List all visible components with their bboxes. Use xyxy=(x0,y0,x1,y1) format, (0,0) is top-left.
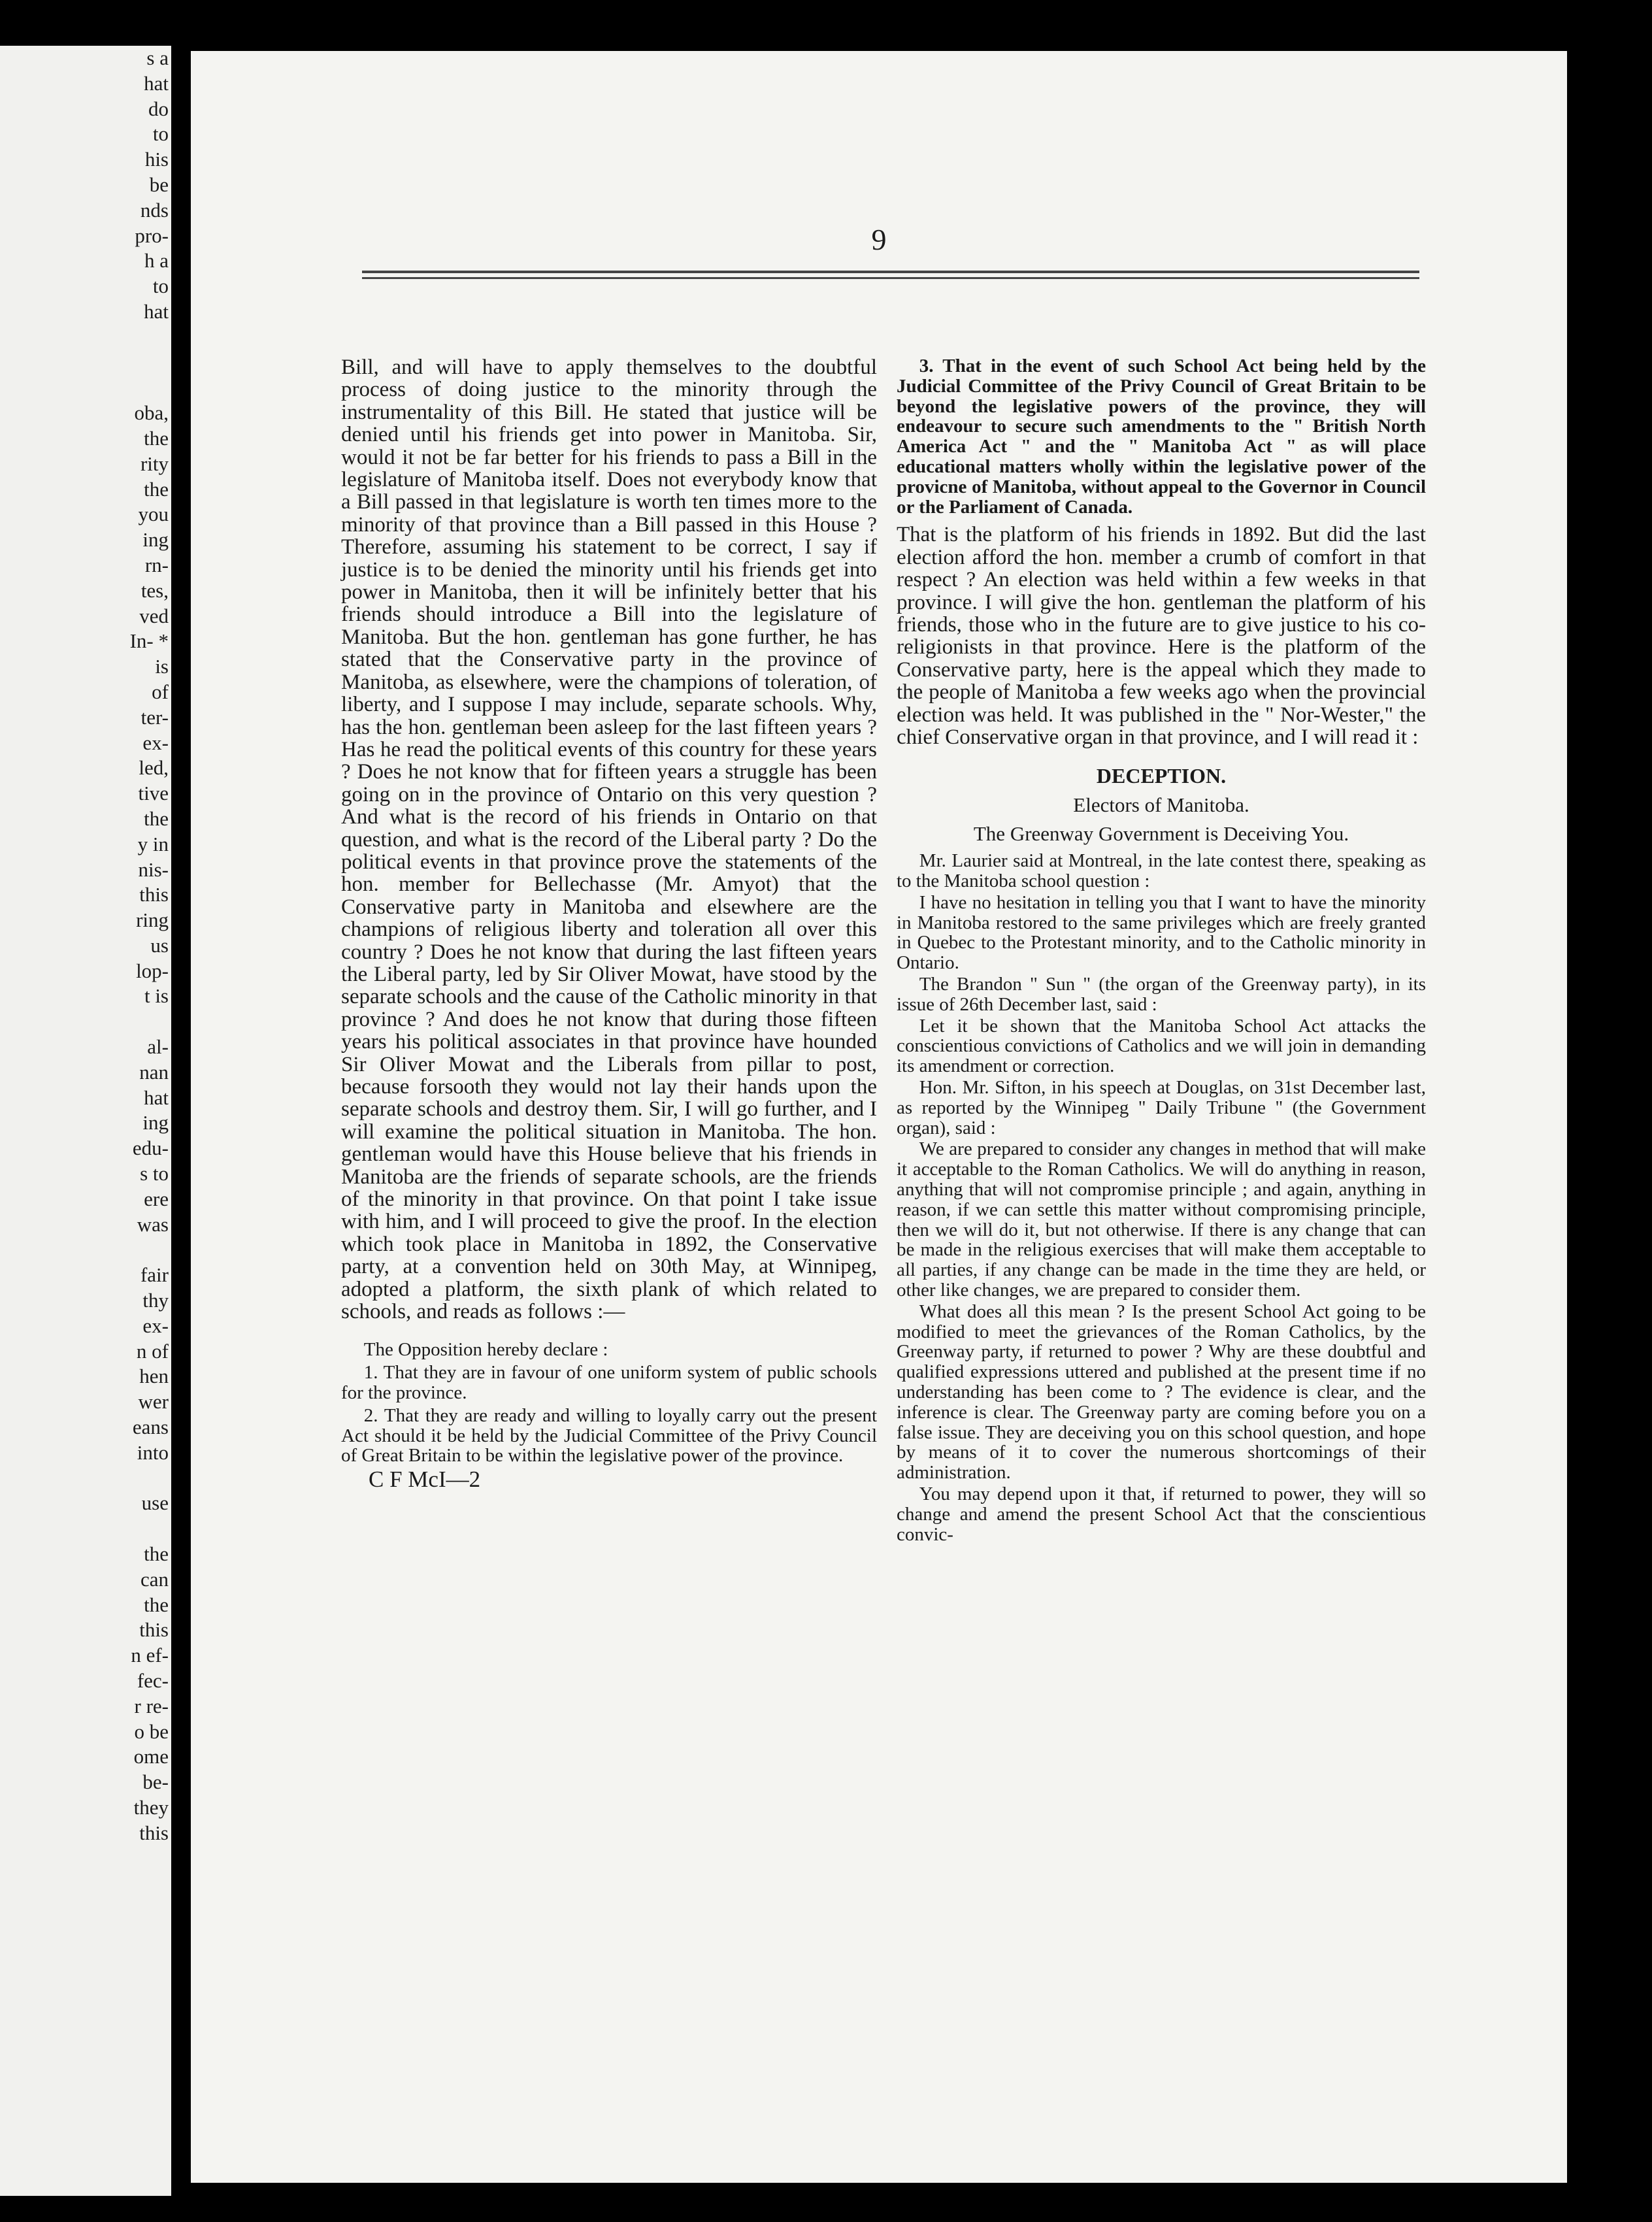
facing-page-line: us xyxy=(150,933,169,957)
facing-page-line xyxy=(0,325,169,350)
facing-page-line: nis- xyxy=(138,857,169,881)
greenway-subheading: The Greenway Government is Deceiving You. xyxy=(973,821,1349,845)
signature-mark: C F McI—2 xyxy=(369,1467,481,1493)
document-page xyxy=(191,51,1567,2183)
facing-page-line: hat xyxy=(144,1086,169,1109)
facing-page-line: tes, xyxy=(140,578,169,602)
facing-page-line: ring xyxy=(136,908,169,932)
facing-page-line: the xyxy=(144,1542,169,1566)
facing-page-line: the xyxy=(144,1593,169,1616)
facing-page-line: thy xyxy=(142,1289,169,1312)
facing-page-line: s to xyxy=(140,1162,169,1186)
facing-page-line: ter- xyxy=(140,705,169,729)
electors-subheading: Electors of Manitoba. xyxy=(1073,793,1249,817)
facing-page-line: the xyxy=(144,806,169,830)
facing-page-line: o be xyxy=(134,1719,169,1743)
facing-page-line: ved xyxy=(139,604,169,627)
facing-page-line: to xyxy=(152,122,169,146)
facing-page-line: edu- xyxy=(132,1136,169,1160)
left-column-paragraph: Bill, and will have to apply themselves to the doubtful process of doing justice to the minority through the instrumentality of this Bill. He stated that justice will be denied until his friends get into power in Manitoba. Sir, would it not be far better for his friends to pass a Bill in the legislature of Manitoba itself. Does not everybody know that a Bill passed in that legislature is worth ten times more to the minority of that province than a Bill passed in this House ? Therefore, assuming his statement to be correct, I say if justice is to be denied the minority until his friends get into power in Manitoba, then it will be infinitely better that his friends should introduce a Bill into the legislature of Manitoba. But the hon. gentleman has gone further, he has stated that the Conservative party in the province of Manitoba, as elsewhere, were the champions of toleration, of liberty, and I suppose I may include, separate schools. Why, has the hon. gentleman been asleep for the last fifteen years ? Has he read the political events of this country for these years ? Does he not know that for fifteen years a struggle has been going on in the province of Ontario on this very question ? And what is the record of his friends in Ontario on that question, and what is the record of the Liberal party ? Do the political events in that province prove the statements of the hon. member for Bellechasse (Mr. Amyot) that the Conservative party in Manitoba and elsewhere are the champions of religious liberty and toleration all over this country ? Does he not know that during the last fifteen years the Liberal party, led by Sir Oliver Mowat, have stood by the separate schools and the cause of the Catholic minority in that province ? And does he not know that during those fifteen years his political associates in that province have hounded Sir Oliver Mowat and the Liberals from pillar to post, because forsooth they would not lay their hands upon the separate schools and destroy them. Sir, I will go further, and I will examine the political situation in Manitoba. The hon. gentleman would have this House believe that his friends in Manitoba are the friends of separate schools, are the friends of the minority in that province. On that point I take issue with him, and I will proceed to give the proof. In the election which took place in Manitoba in 1892, the Conservative party, at a convention held on 30th May, at Winnipeg, adopted a platform, the sixth plank of which related to schools, and reads as follows :— xyxy=(341,356,877,1324)
facing-page-line: lop- xyxy=(136,959,169,982)
facing-page-line: n of xyxy=(136,1339,169,1363)
facing-page-line: ing xyxy=(142,528,169,552)
facing-page-line: can xyxy=(140,1567,169,1591)
facing-page-line: ex- xyxy=(142,1314,169,1337)
opposition-declaration xyxy=(341,1340,877,1466)
facing-page-line: use xyxy=(141,1491,169,1515)
facing-page-line: be xyxy=(149,173,169,196)
facing-page-line: rity xyxy=(140,452,169,475)
header-rule xyxy=(362,277,1419,279)
facing-page-line xyxy=(0,1009,169,1035)
facing-page-line: tive xyxy=(138,782,169,805)
facing-page-line: n ef- xyxy=(131,1644,169,1667)
facing-page-line xyxy=(0,1237,169,1263)
facing-page-line: t is xyxy=(144,984,169,1008)
facing-page-line: eans xyxy=(132,1416,169,1439)
facing-page-line: you xyxy=(138,503,169,526)
facing-page-line: this xyxy=(139,1618,169,1642)
right-column xyxy=(897,356,1426,1546)
facing-page-line: nds xyxy=(140,198,169,222)
declaration-intro: The Opposition hereby declare : xyxy=(363,1339,608,1361)
deception-paragraph: What does all this mean ? Is the present School Act going to be modified to meet the grievances of the Roman Catholics, by the Greenway party, if returned to power ? Why are these doubtful and qualified expressions uttered and published at the present time if no understanding has been come to ? The evidence is clear, and the inference is clear. The Greenway party are coming before you on a false issue. They are deceiving you on this school question, and hope by means of it to cover the numerous shortcomings of their administration. xyxy=(897,1301,1426,1484)
facing-page-line: to xyxy=(152,274,169,298)
header-rule xyxy=(362,271,1419,273)
facing-page-line: hen xyxy=(139,1365,169,1388)
facing-page-line: of xyxy=(152,680,169,703)
facing-page-line: al- xyxy=(147,1035,169,1059)
facing-page-line: s a xyxy=(146,46,169,69)
declaration-item-3: 3. That in the event of such School Act being held by the Judicial Committee of the Privy Council of Great Britain to be beyond the legislative powers of the province, they will endeavour to secure such amendments to the " British North America Act " and the " Manitoba Act " as will place educational matters wholly within the legislative power of the provicne of Manitoba, without appeal to the Governor in Council or the Parliament of Canada. xyxy=(897,356,1426,518)
facing-page-line xyxy=(0,1516,169,1542)
facing-page-line: into xyxy=(137,1440,169,1464)
facing-page-line: r re- xyxy=(134,1694,169,1717)
facing-page-line xyxy=(0,350,169,376)
facing-page-line: h a xyxy=(144,249,169,273)
facing-page-line: oba, xyxy=(134,401,169,425)
facing-page-line: hat xyxy=(144,299,169,323)
facing-page-line: is xyxy=(155,655,169,678)
facing-page-line: fair xyxy=(140,1263,169,1287)
facing-page-fragment xyxy=(0,46,171,2196)
deception-text xyxy=(897,851,1426,1544)
facing-page-line: the xyxy=(144,477,169,501)
facing-page-line: wer xyxy=(138,1390,169,1414)
facing-page-text xyxy=(0,46,169,1846)
facing-page-line: rn- xyxy=(144,553,169,576)
facing-page-line: be- xyxy=(142,1770,169,1794)
deception-paragraph: I have no hesitation in telling you that I want to have the minority in Manitoba restored to the same privileges which are freely granted in Quebec to the Protestant minority, and to the Catholic minority in Ontario. xyxy=(897,891,1426,974)
facing-page-line: hat xyxy=(144,71,169,95)
facing-page-line: ere xyxy=(144,1187,169,1210)
facing-page-line: the xyxy=(144,426,169,450)
facing-page-line: y in xyxy=(137,832,169,855)
page-number: 9 xyxy=(871,223,887,256)
facing-page-line: they xyxy=(133,1795,169,1819)
deception-paragraph: Mr. Laurier said at Montreal, in the late contest there, speaking as to the Manitoba school question : xyxy=(897,850,1426,892)
facing-page-line: was xyxy=(137,1212,169,1236)
facing-page-line: fec- xyxy=(137,1669,169,1692)
deception-heading: DECEPTION. xyxy=(1096,764,1227,788)
facing-page-line: In- * xyxy=(129,629,169,653)
facing-page-line: ex- xyxy=(142,731,169,754)
declaration-item-2: 2. That they are ready and willing to loyally carry out the present Act should it be held by the Judicial Committee of the Privy Council of Great Britain to be within the legislative power of the province. xyxy=(341,1404,877,1467)
facing-page-line xyxy=(0,375,169,401)
facing-page-line: ome xyxy=(133,1745,169,1768)
facing-page-line: his xyxy=(144,148,169,171)
deception-paragraph: The Brandon " Sun " (the organ of the Greenway party), in its issue of 26th December last, said : xyxy=(897,974,1426,1015)
facing-page-line: led, xyxy=(139,756,169,780)
facing-page-line: ing xyxy=(142,1111,169,1135)
facing-page-line: this xyxy=(139,883,169,906)
deception-paragraph: Let it be shown that the Manitoba School Act attacks the conscientious convictions of Catholics and we will join in demanding its amendment or correction. xyxy=(897,1015,1426,1077)
facing-page-line: do xyxy=(148,97,169,120)
facing-page-line: this xyxy=(139,1821,169,1844)
deception-paragraph: We are prepared to consider any changes in method that will make it acceptable to the Roman Catholics. We will do anything in reason, anything that will not compromise principle ; and again, anything in reason, if we can settle this matter without compromising principle, then we will do it, but not otherwise. If there is any change that can be made in the religious exercises that will make them acceptable to all parties, if any change can be made in the time they are held, or other like changes, we are prepared to consider them. xyxy=(897,1138,1426,1301)
deception-paragraph: Hon. Mr. Sifton, in his speech at Douglas, on 31st December last, as reported by the Winnipeg " Daily Tribune " (the Government organ), said : xyxy=(897,1076,1426,1138)
right-column-paragraph: That is the platform of his friends in 1892. But did the last election afford the hon. member a crumb of comfort in that respect ? An election was held within a few weeks in that province. I will give the hon. gentleman the platform of his friends, those who in the future are to give justice to his co-religionists in that province. Here is the platform of the Conservative party, here is the appeal which they made to the people of Manitoba a few weeks ago when the provincial election was held. It was published in the " Nor-Wester," the chief Conservative organ in that province, and I will read it : xyxy=(897,523,1426,750)
facing-page-line: nan xyxy=(139,1060,169,1084)
declaration-item-1: 1. That they are in favour of one uniform system of public schools for the province. xyxy=(341,1362,877,1404)
deception-paragraph: You may depend upon it that, if returned to power, they will so change and amend the present School Act that the conscientious convic- xyxy=(897,1483,1426,1545)
facing-page-line: pro- xyxy=(135,224,169,247)
facing-page-line xyxy=(0,1466,169,1491)
left-column xyxy=(341,356,877,1498)
